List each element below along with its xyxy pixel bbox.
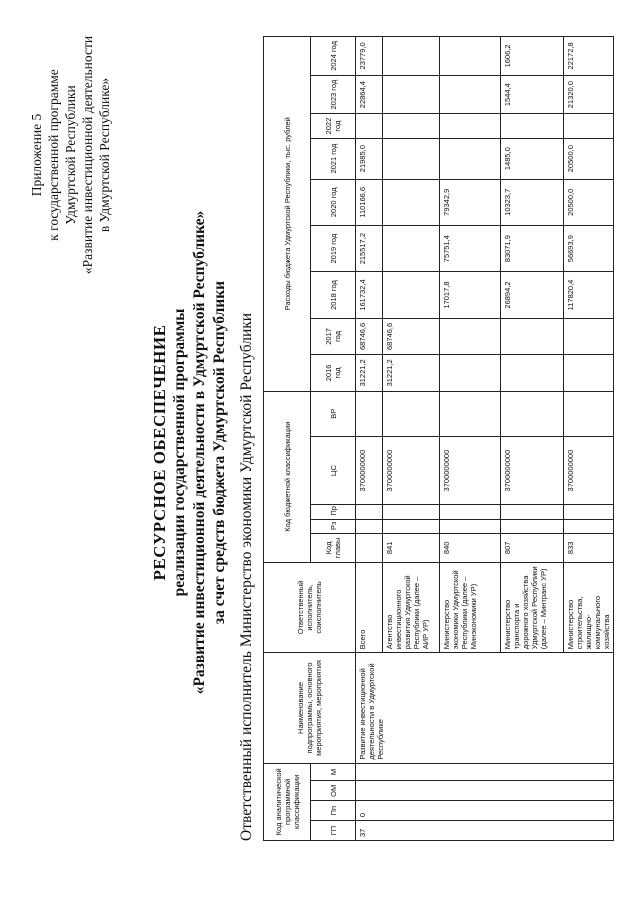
cell-cs: 3700000000 [356,436,383,504]
cell-value [564,318,614,354]
cell-vr [501,391,564,436]
cell-m [356,763,614,781]
header-pr: Пр [311,505,356,519]
cell-kod-glavy: 840 [440,533,501,562]
cell-value: 110166,6 [356,179,383,225]
cell-pr [440,505,501,519]
cell-value: 1485,0 [501,138,564,179]
cell-value: 75751,4 [440,225,501,271]
header-m: М [311,763,356,781]
header-pp: Пп [311,801,356,821]
executor-value: Министерство экономики Удмуртской Республики [238,312,255,648]
cell-pr [564,505,614,519]
cell-value: 17017,8 [440,272,501,318]
cell-value: 20500,0 [564,138,614,179]
cell-value: 31221,2 [356,355,383,391]
cell-value [440,138,501,179]
cell-rz [440,519,501,533]
cell-rz [383,519,440,533]
header-year-2023: 2023 год [311,75,356,114]
cell-pr [501,505,564,519]
header-analytic-code: Код аналитической программной классификации [264,763,311,840]
header-executor: Ответственный исполнитель, соисполнитель [264,562,356,653]
document-heading [150,40,230,865]
cell-pp: 0 [356,801,614,821]
table-row [356,37,383,841]
header-rz: Рз [311,519,356,533]
cell-executor: Агентство инвестиционного развития Удмуртской Республики (далее – АИР УР) [383,562,440,653]
header-year-2017: 2017 год [311,318,356,354]
cell-vr [440,391,501,436]
cell-pr [356,505,383,519]
cell-vr [383,391,440,436]
cell-value [564,355,614,391]
header-vr: ВР [311,391,356,436]
cell-value [501,355,564,391]
header-kod-glavy: Код главы [311,533,356,562]
header-name: Наименование подпрограммы, основного мероприятия, мероприятия [264,653,356,763]
cell-value [383,138,440,179]
header-year-2021: 2021 год [311,138,356,179]
cell-value: 31221,2 [383,355,440,391]
cell-executor: Всего [356,562,383,653]
header-year-2020: 2020 год [311,179,356,225]
cell-value [383,37,440,76]
cell-executor: Министерство транспорта и дорожного хозяйства Удмуртской Республики (далее – Минтранс УР) [501,562,564,653]
heading-line-2: реализации государственной программы [171,308,188,597]
cell-gp: 37 [356,821,614,841]
header-gp: ГП [311,821,356,841]
cell-cs: 3700000000 [501,436,564,504]
annex-line-4: «Развитие инвестиционной деятельности [80,35,95,275]
cell-value [383,179,440,225]
cell-rz [501,519,564,533]
cell-vr [356,391,383,436]
cell-value: 161732,4 [356,272,383,318]
cell-cs: 3700000000 [564,436,614,504]
cell-kod-glavy: 841 [383,533,440,562]
header-budget-code: Код бюджетной классификации [264,391,311,562]
cell-vr [564,391,614,436]
cell-value: 26894,2 [501,272,564,318]
cell-value [501,114,564,138]
cell-value [440,37,501,76]
heading-line-4: за счет средств бюджета Удмуртской Республики [211,280,228,625]
header-cs: ЦС [311,436,356,504]
document-title: РЕСУРСНОЕ ОБЕСПЕЧЕНИЕ [150,324,169,581]
cell-value: 10323,7 [501,179,564,225]
cell-value [440,114,501,138]
cell-value [440,318,501,354]
cell-cs: 3700000000 [440,436,501,504]
cell-value: 117820,4 [564,272,614,318]
cell-om [356,781,614,801]
cell-value [383,272,440,318]
header-year-2022: 2022 год [311,114,356,138]
cell-executor: Министерство экономики Удмуртской Республики (далее – Минэкономики УР) [440,562,501,653]
executor-label: Ответственный исполнитель [238,651,255,841]
cell-value: 23779,0 [356,37,383,76]
cell-cs: 3700000000 [383,436,440,504]
cell-kod-glavy: 807 [501,533,564,562]
cell-value: 56693,9 [564,225,614,271]
cell-value: 1606,2 [501,37,564,76]
cell-value [564,114,614,138]
cell-value [383,75,440,114]
header-year-2019: 2019 год [311,225,356,271]
cell-rz [356,519,383,533]
annex-line-3: Удмуртской Республики [63,85,78,225]
header-year-2024: 2024 год [311,37,356,76]
header-year-2016: 2016 год [311,355,356,391]
annex-line-5: в Удмуртской Республике» [97,77,112,233]
cell-value: 68746,6 [356,318,383,354]
cell-kod-glavy [356,533,383,562]
cell-value [440,75,501,114]
cell-value: 215517,2 [356,225,383,271]
cell-value: 83071,9 [501,225,564,271]
cell-value: 68746,6 [383,318,440,354]
cell-value: 20500,0 [564,179,614,225]
annex-note [28,20,113,290]
resource-table [263,36,614,841]
cell-rz [564,519,614,533]
cell-value [383,225,440,271]
cell-value: 1544,4 [501,75,564,114]
cell-value [440,355,501,391]
annex-line-2: к государственной программе [46,69,61,241]
cell-pr [383,505,440,519]
cell-value: 21985,0 [356,138,383,179]
header-year-2018: 2018 год [311,272,356,318]
cell-value [501,318,564,354]
cell-kod-glavy: 833 [564,533,614,562]
cell-executor: Министерство строительства, жилищно-коммунального хозяйства [564,562,614,653]
annex-line-1: Приложение 5 [29,113,44,197]
responsible-executor [238,313,256,841]
cell-value [356,114,383,138]
cell-program-name: Развитие инвестиционной деятельности в Удмуртской Республике [356,653,614,763]
header-row-1 [264,37,311,841]
cell-value [383,114,440,138]
header-expenses: Расходы бюджета Удмуртской Республики, тыс. рублей [264,37,311,392]
header-om: ОМ [311,781,356,801]
cell-value: 21320,0 [564,75,614,114]
heading-line-3: «Развитие инвестиционной деятельности в Удмуртской Республике» [191,210,208,695]
cell-value: 79342,9 [440,179,501,225]
cell-value: 22864,4 [356,75,383,114]
cell-value: 22172,8 [564,37,614,76]
